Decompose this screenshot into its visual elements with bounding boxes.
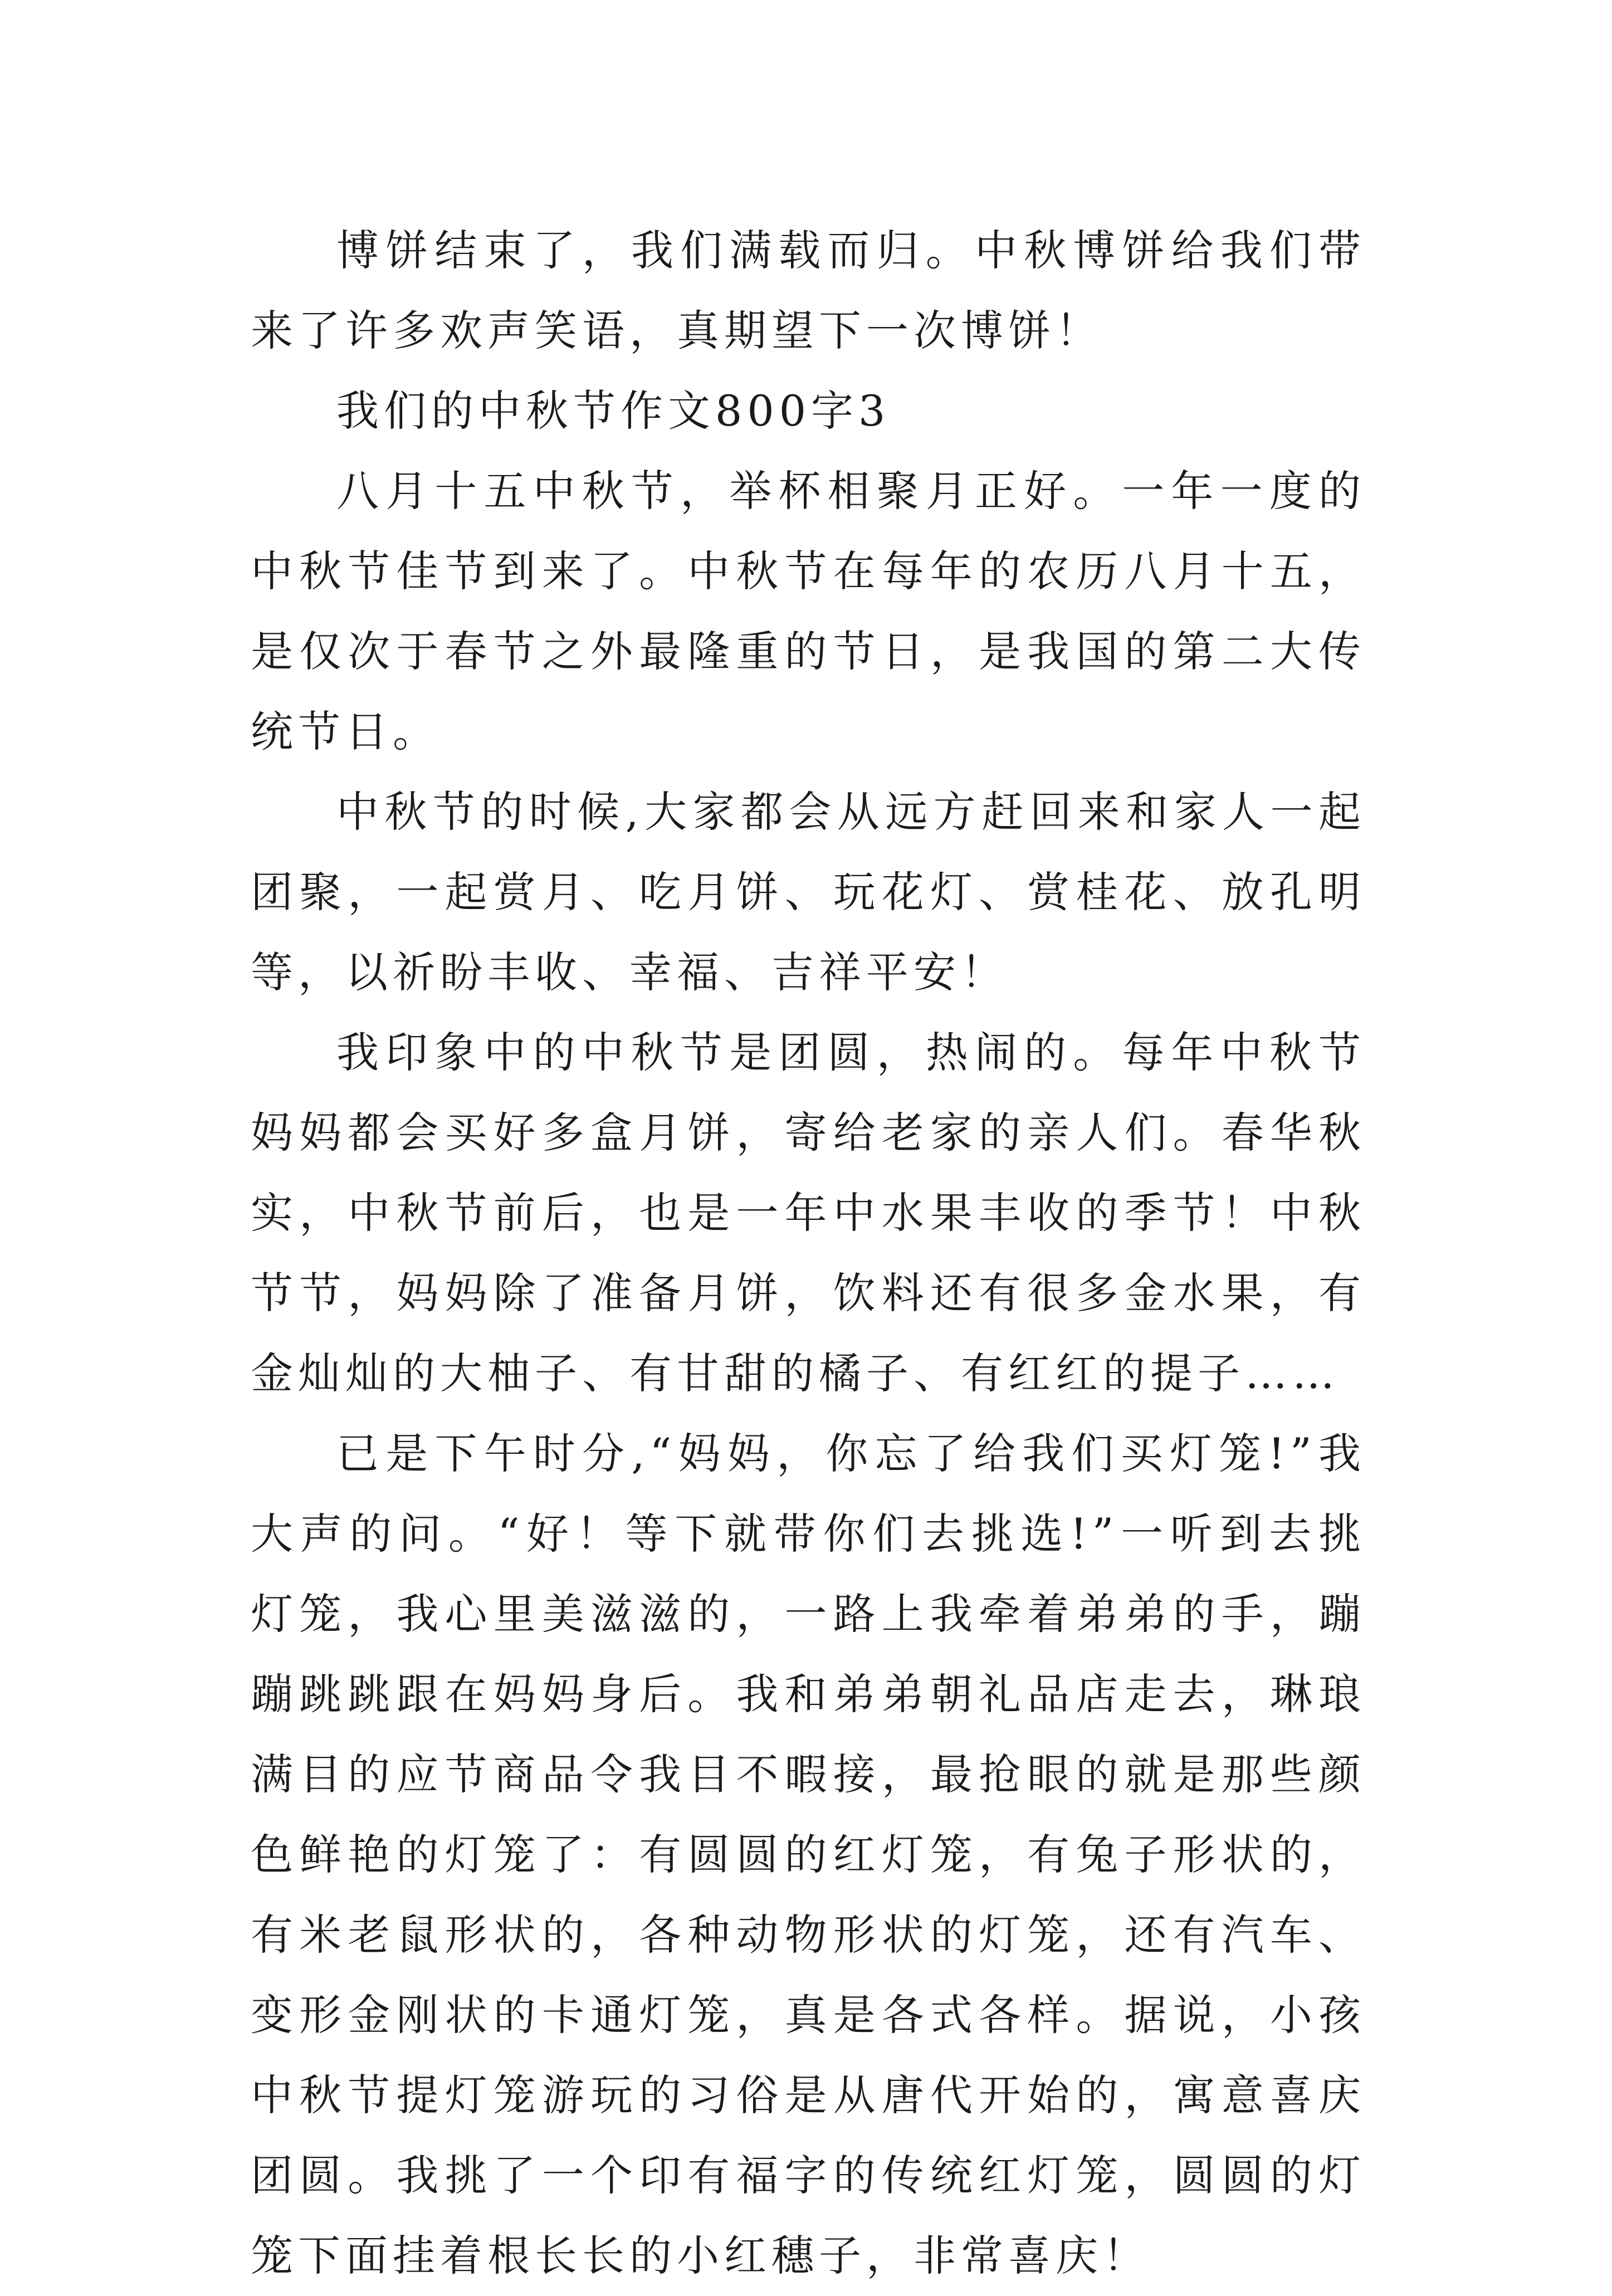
paragraph-customs: 中秋节的时候,大家都会从远方赶回来和家人一起团聚，一起赏月、吃月饼、玩花灯、赏桂花、放孔明等，以祈盼丰收、幸福、吉祥平安！ bbox=[251, 787, 1366, 997]
paragraph-conclusion: 博饼结束了，我们满载而归。中秋博饼给我们带来了许多欢声笑语，真期望下一次博饼！ bbox=[251, 226, 1366, 355]
essay-heading: 我们的中秋节作文800字3 bbox=[336, 386, 891, 436]
paragraph-memories: 我印象中的中秋节是团圆，热闹的。每年中秋节妈妈都会买好多盒月饼，寄给老家的亲人们。春华秋实，中秋节前后，也是一年中水果丰收的季节！中秋节节，妈妈除了准备月饼，饮料还有很多金水果，有金灿灿的大柚子、有甘甜的橘子、有红红的提子…… bbox=[251, 1028, 1366, 1398]
paragraph-lanterns: 已是下午时分,“妈妈，你忘了给我们买灯笼!”我大声的问。“好！等下就带你们去挑选!”一听到去挑灯笼，我心里美滋滋的，一路上我牵着弟弟的手，蹦蹦跳跳跟在妈妈身后。我和弟弟朝礼品店走去，琳琅满目的应节商品令我目不暇接，最抢眼的就是那些颜色鲜艳的灯笼了：有圆圆的红灯笼，有兔子形状的，有米老鼠形状的，各种动物形状的灯笼，还有汽车、变形金刚状的卡通灯笼，真是各式各样。据说，小孩中秋节提灯笼游玩的习俗是从唐代开始的，寓意喜庆团圆。我挑了一个印有福字的传统红灯笼，圆圆的灯笼下面挂着根长长的小红穗子，非常喜庆！ bbox=[251, 1429, 1366, 2280]
document-body bbox=[251, 211, 1366, 2296]
paragraph-intro: 八月十五中秋节，举杯相聚月正好。一年一度的中秋节佳节到来了。中秋节在每年的农历八月十五，是仅次于春节之外最隆重的节日，是我国的第二大传统节日。 bbox=[251, 466, 1366, 756]
